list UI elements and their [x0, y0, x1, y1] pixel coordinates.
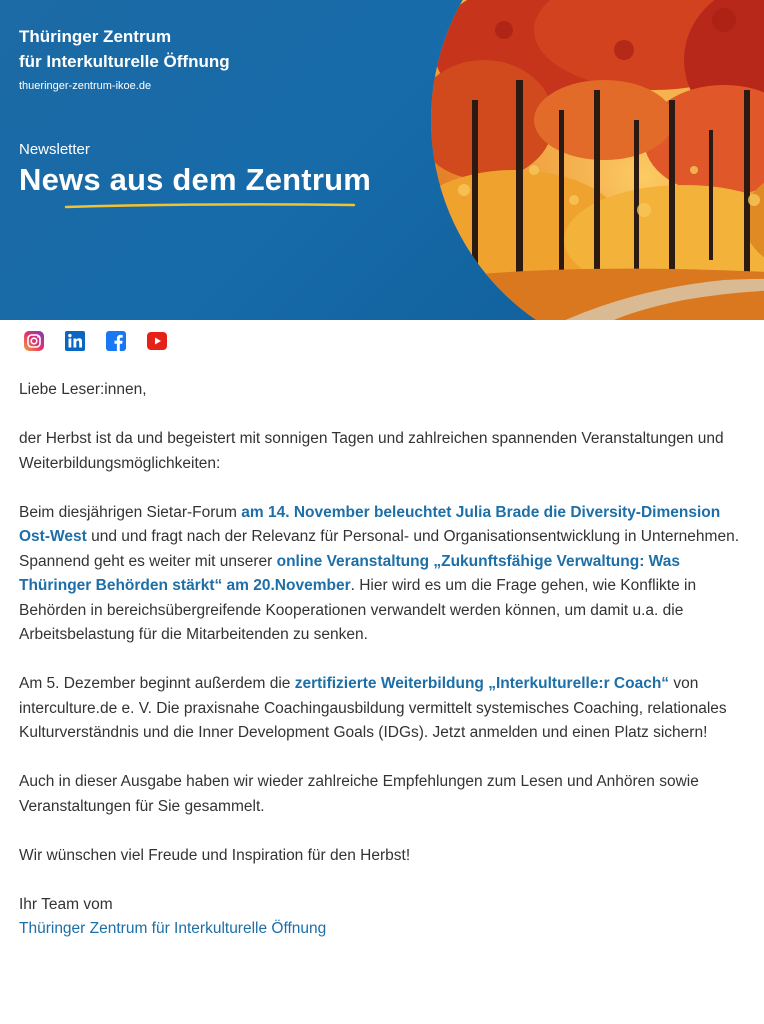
autumn-forest-photo [424, 0, 764, 320]
sign-off: Ihr Team vom [19, 895, 113, 913]
newsletter-headline: News aus dem Zentrum [19, 162, 371, 197]
org-name [19, 24, 319, 74]
newsletter-header [0, 0, 764, 320]
coach-text-pre: Am 5. Dezember beginnt außerdem die [19, 675, 295, 692]
social-links [24, 331, 167, 351]
coach-training-link[interactable]: zertifizierte Weiterbildung „Interkulturelle:r Coach“ [294, 675, 670, 692]
coach-text-post: von interculture.de e. V. Die praxisnahe Coachingausbildung vermittelt systemisches Coaching, relationales Kulturverständnis und die Inner Development Goals (IDGs). Jetzt anmelden und einen Platz sichern! [19, 675, 727, 741]
sietar-text-post: und und fragt nach der Relevanz für Personal- und Organisationsentwicklung in Unternehmen. [86, 528, 740, 545]
intro-paragraph: der Herbst ist da und begeistert mit sonnigen Tagen und zahlreichen spannenden Veranstaltungen und Weiterbildungsmöglichkeiten: [19, 430, 724, 472]
sietar-paragraph [19, 501, 749, 550]
youtube-icon[interactable] [147, 331, 167, 351]
org-name-line1: Thüringer Zentrum [19, 27, 172, 46]
instagram-icon[interactable] [24, 331, 44, 351]
linkedin-icon[interactable] [65, 331, 85, 351]
wishes-paragraph: Wir wünschen viel Freude und Inspiration für den Herbst! [19, 846, 411, 864]
verwaltung-text-post: . Hier wird es um die Frage gehen, wie Konflikte in Behörden in bereichsübergreifende Kooperationen verwandelt werden können, um damit u.a. die Arbeitsbelastung für die Mitarbeitenden zu senken. [19, 577, 697, 643]
org-name-line2: für Interkulturelle Öffnung [19, 52, 230, 71]
recommendations-paragraph: Auch in dieser Ausgabe haben wir wieder zahlreiche Empfehlungen zum Lesen und Anhören sowie Veranstaltungen für Sie gesammelt. [19, 773, 699, 815]
verwaltung-paragraph [19, 550, 749, 648]
org-url[interactable]: thueringer-zentrum-ikoe.de [19, 80, 152, 92]
signature-link[interactable]: Thüringer Zentrum für Interkulturelle Öffnung [19, 920, 327, 937]
newsletter-body [19, 378, 749, 942]
newsletter-kicker: Newsletter [19, 141, 90, 158]
headline-underline [64, 202, 356, 210]
facebook-icon[interactable] [106, 331, 126, 351]
sietar-text-pre: Beim diesjährigen Sietar-Forum [19, 503, 242, 521]
coach-paragraph [19, 672, 749, 746]
verwaltung-text-pre: Spannend geht es weiter mit unserer [19, 552, 277, 570]
greeting: Liebe Leser:innen, [19, 381, 147, 398]
sietar-forum-link[interactable]: am 14. November beleuchtet Julia Brade die Diversity-Dimension Ost-West [19, 503, 721, 545]
verwaltung-event-link[interactable]: online Veranstaltung „Zukunftsfähige Verwaltung: Was Thüringer Behörden stärkt“ am 20.November [19, 552, 680, 594]
